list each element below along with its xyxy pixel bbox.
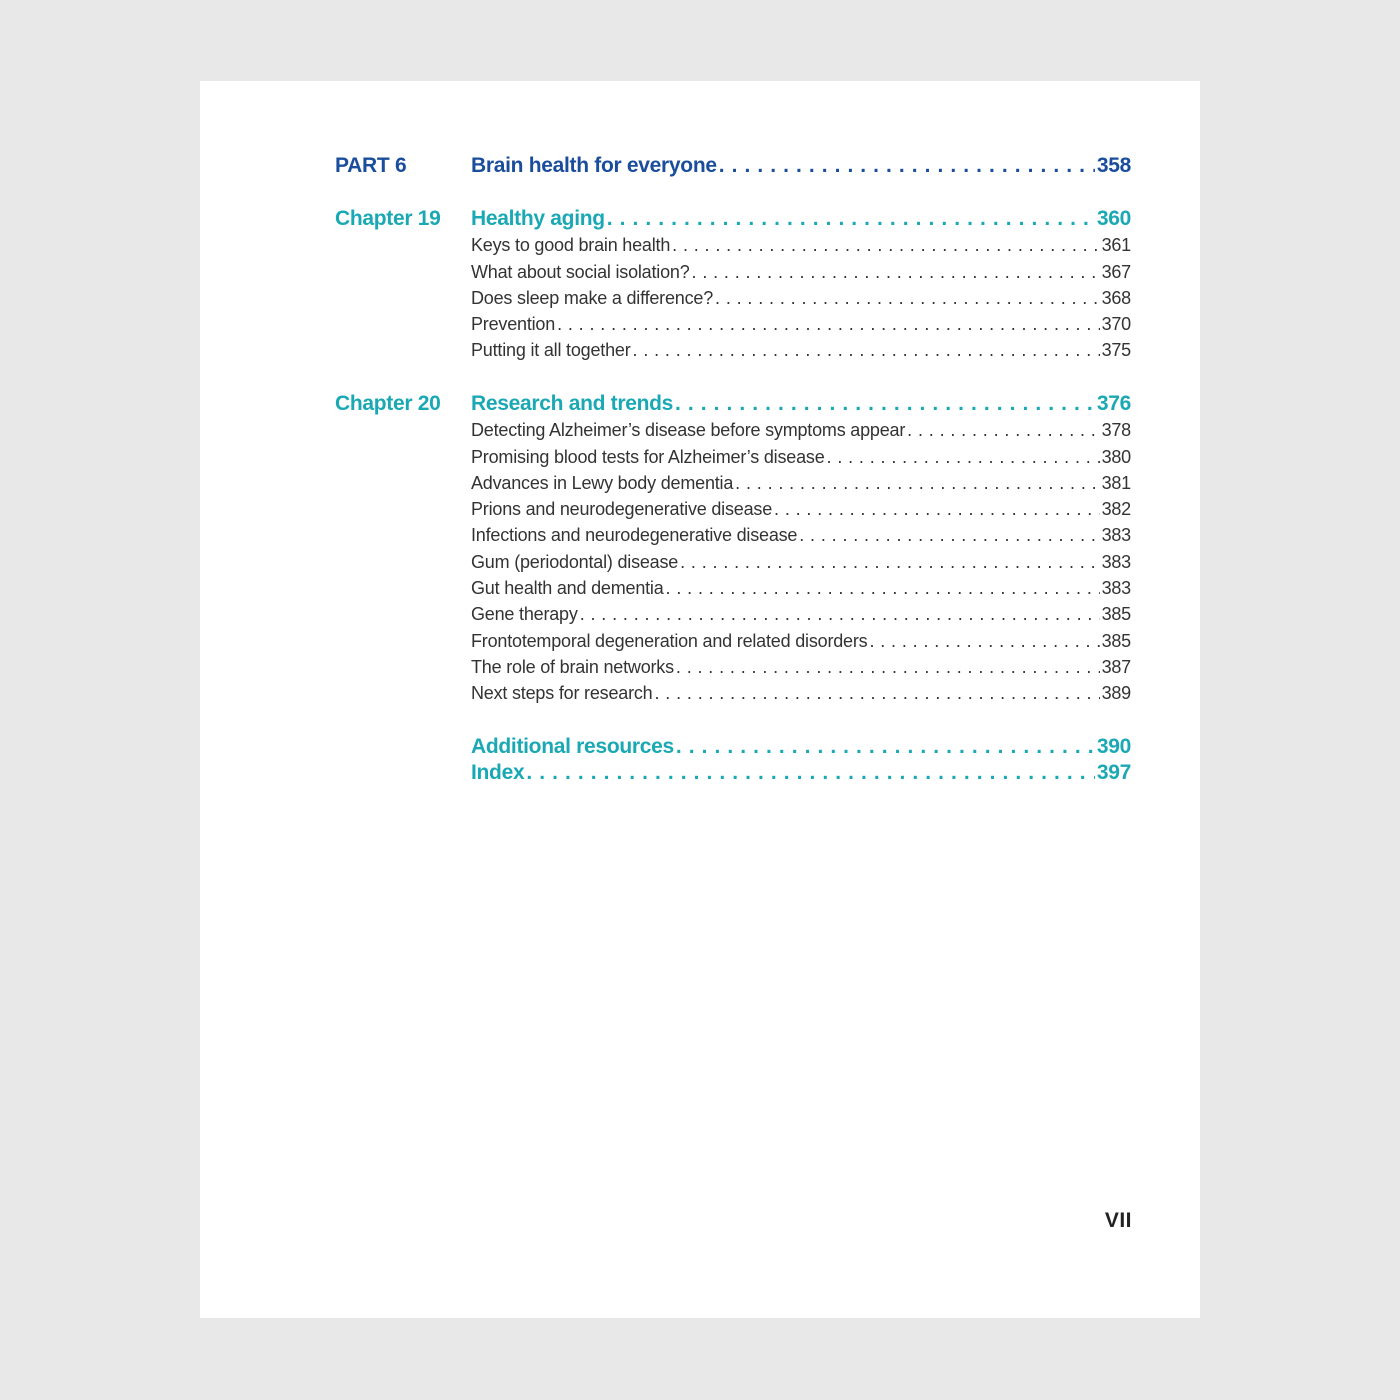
- section-row[interactable]: [335, 285, 1131, 311]
- dot-leader: [666, 575, 1100, 601]
- section-row[interactable]: [335, 232, 1131, 258]
- dot-leader: [633, 337, 1100, 363]
- chapter-label: Chapter 19: [335, 207, 441, 230]
- section-page: 368: [1101, 287, 1131, 308]
- chapter-row[interactable]: [335, 391, 1131, 417]
- section-row[interactable]: [335, 311, 1131, 337]
- dot-leader: [557, 311, 1100, 337]
- section-title: Gene therapy: [471, 604, 578, 625]
- section-page: 383: [1101, 551, 1131, 572]
- section-page: 380: [1101, 446, 1131, 467]
- section-row[interactable]: [335, 522, 1131, 548]
- section-row[interactable]: [335, 496, 1131, 522]
- dot-leader: [907, 417, 1099, 443]
- page-folio: VII: [1104, 1209, 1132, 1232]
- section-title: Gut health and dementia: [471, 578, 664, 599]
- back-matter-title: Additional resources: [471, 735, 674, 758]
- section-row[interactable]: [335, 575, 1131, 601]
- dot-leader: [827, 444, 1100, 470]
- section-page: 387: [1101, 656, 1131, 677]
- dot-leader: [715, 285, 1100, 311]
- section-page: 385: [1101, 630, 1131, 651]
- back-matter-page: 390: [1096, 735, 1131, 758]
- section-title: Infections and neurodegenerative disease: [471, 525, 798, 546]
- back-matter-entry: [471, 760, 1131, 786]
- section-title: Next steps for research: [471, 683, 653, 704]
- back-matter-row[interactable]: [335, 734, 1131, 760]
- section-page: 370: [1101, 314, 1131, 335]
- section-row[interactable]: [335, 628, 1131, 654]
- part-title: Brain health for everyone: [471, 154, 717, 177]
- chapter-label: Chapter 20: [335, 392, 441, 415]
- dot-leader: [692, 259, 1100, 285]
- dot-leader: [799, 522, 1099, 548]
- section-row[interactable]: [335, 654, 1131, 680]
- dot-leader: [607, 206, 1095, 232]
- section-title: Detecting Alzheimer’s disease before symptoms appear: [471, 420, 906, 441]
- section-title: What about social isolation?: [471, 261, 690, 282]
- dot-leader: [676, 734, 1095, 760]
- section-page: 383: [1101, 525, 1131, 546]
- back-matter-row[interactable]: [335, 760, 1131, 786]
- dot-leader: [719, 153, 1095, 179]
- back-matter-title: Index: [471, 761, 525, 785]
- section-page: 381: [1101, 472, 1131, 493]
- section-title: Promising blood tests for Alzheimer’s disease: [471, 446, 825, 467]
- part-page: 358: [1096, 154, 1131, 177]
- dot-leader: [675, 391, 1095, 417]
- section-row[interactable]: [335, 444, 1131, 470]
- part-entry: [471, 153, 1131, 179]
- section-row[interactable]: [335, 337, 1131, 363]
- section-page: 378: [1101, 420, 1131, 441]
- section-row[interactable]: [335, 259, 1131, 285]
- dot-leader: [676, 654, 1100, 680]
- dot-leader: [672, 232, 1099, 258]
- section-page: 383: [1101, 578, 1131, 599]
- section-page: 389: [1101, 683, 1131, 704]
- section-page: 361: [1101, 235, 1131, 256]
- section-title: Gum (periodontal) disease: [471, 551, 679, 572]
- back-matter-block: [335, 734, 1131, 787]
- section-title: Prevention: [471, 314, 556, 335]
- chapter-page: 360: [1096, 207, 1131, 230]
- toc-page: [200, 81, 1200, 1318]
- section-title: Keys to good brain health: [471, 235, 671, 256]
- chapter-title: Research and trends: [471, 392, 674, 415]
- dot-leader: [774, 496, 1100, 522]
- chapter-title: Healthy aging: [471, 207, 605, 230]
- section-row[interactable]: [335, 680, 1131, 706]
- chapter-20-block: [335, 391, 1131, 707]
- part-label: PART 6: [335, 154, 407, 177]
- back-matter-page: 397: [1096, 761, 1131, 785]
- dot-leader: [869, 628, 1099, 654]
- dot-leader: [580, 601, 1100, 627]
- chapter-entry: [471, 391, 1131, 417]
- dot-leader: [735, 470, 1099, 496]
- chapter-page: 376: [1096, 392, 1131, 415]
- part-block: [335, 153, 1131, 179]
- dot-leader: [654, 680, 1099, 706]
- section-page: 382: [1101, 499, 1131, 520]
- section-row[interactable]: [335, 417, 1131, 443]
- part-row[interactable]: [335, 153, 1131, 179]
- section-title: Putting it all together: [471, 340, 631, 361]
- back-matter-entry: [471, 734, 1131, 760]
- section-title: Prions and neurodegenerative disease: [471, 499, 773, 520]
- section-page: 375: [1101, 340, 1131, 361]
- section-title: Advances in Lewy body dementia: [471, 472, 734, 493]
- chapter-19-block: [335, 206, 1131, 364]
- dot-leader: [526, 760, 1095, 786]
- section-title: Frontotemporal degeneration and related disorders: [471, 630, 868, 651]
- chapter-entry: [471, 206, 1131, 232]
- chapter-row[interactable]: [335, 206, 1131, 232]
- section-row[interactable]: [335, 470, 1131, 496]
- section-title: The role of brain networks: [471, 656, 674, 677]
- section-row[interactable]: [335, 601, 1131, 627]
- section-page: 367: [1101, 261, 1131, 282]
- section-title: Does sleep make a difference?: [471, 287, 714, 308]
- section-page: 385: [1101, 604, 1131, 625]
- section-row[interactable]: [335, 549, 1131, 575]
- dot-leader: [680, 549, 1099, 575]
